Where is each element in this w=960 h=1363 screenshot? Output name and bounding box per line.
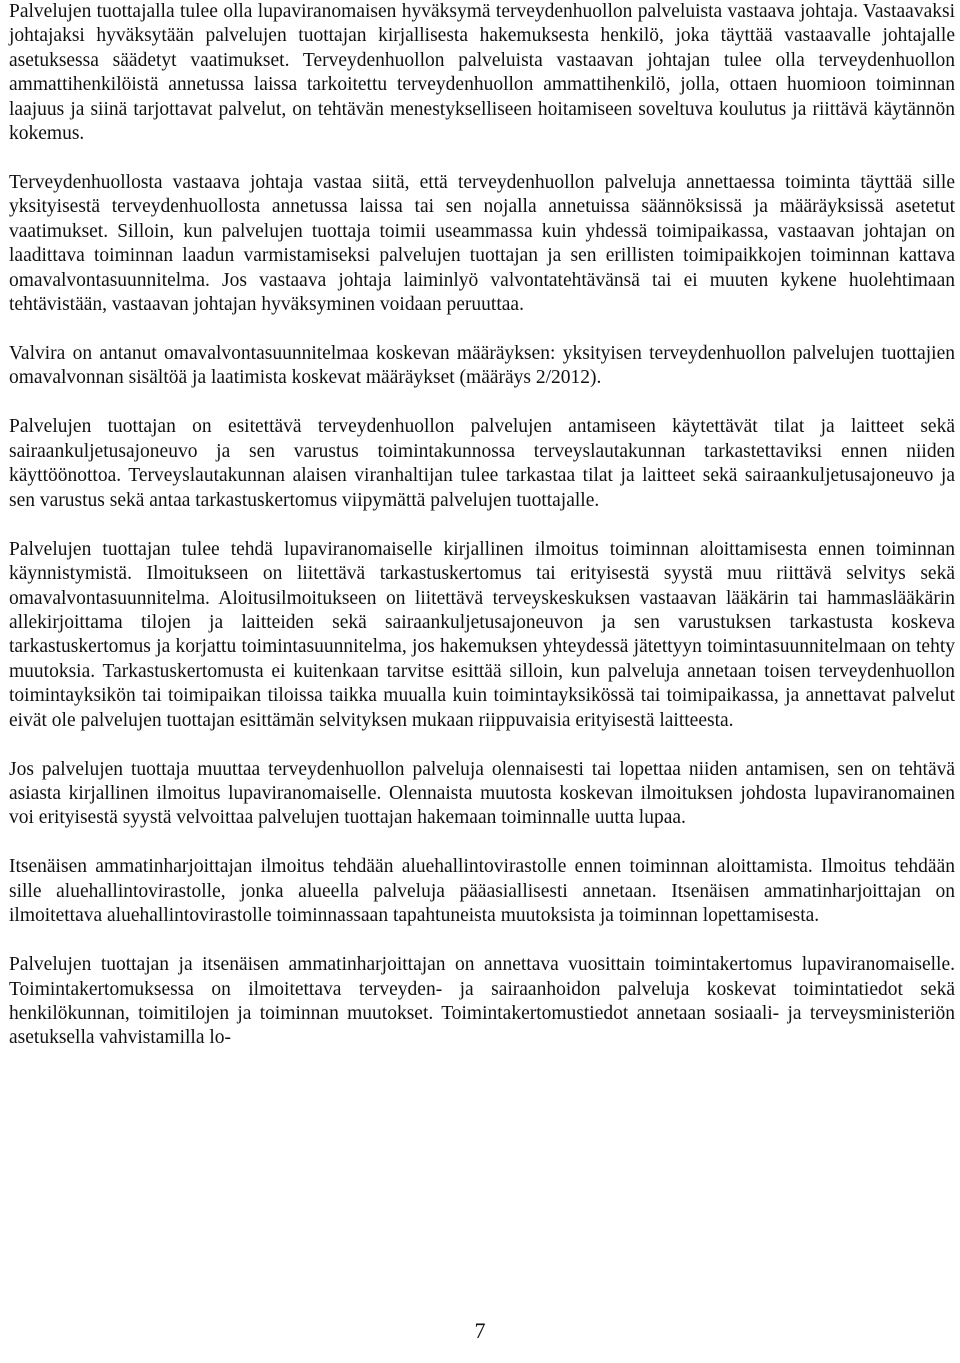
paragraph-responsible-director: Palvelujen tuottajalla tulee olla lupaviranomaisen hyväksymä terveydenhuollon palveluista vastaava johtaja. Vastaavaksi johtajaksi hyväksytään palvelujen tuottajan kirjallisesta hakemuksesta henkilö, joka täyttää vastaavalle johtajalle asetuksessa säädetyt vaatimukset. Terveydenhuollon palveluista vastaavan johtajan tulee olla terveydenhuollon ammattihenkilöistä annetussa laissa tarkoitettu terveydenhuollon ammattihenkilö, jolla, ottaen huomioon toiminnan laajuus ja siinä tarjottavat palvelut, on tehtävän menestykselliseen hoitamiseen soveltuva koulutus ja riittävä käytännön kokemus. bbox=[9, 1, 955, 145]
paragraph-valvira-regulation: Valvira on antanut omavalvontasuunnitelmaa koskevan määräyksen: yksityisen terveydenhuollon palvelujen tuottajien omavalvonnan sisältöä ja laatimista koskevat määräykset (määräys 2/2012). bbox=[9, 343, 955, 389]
paragraph-independent-practitioner: Itsenäisen ammatinharjoittajan ilmoitus tehdään aluehallintovirastolle ennen toiminnan aloittamista. Ilmoitus tehdään sille aluehallintovirastolle, jonka alueella palveluja pääasiallisesti annetaan. Itsenäisen ammatinharjoittajan on ilmoitettava aluehallintovirastolle toiminnassaan tapahtuneista muutoksista ja toiminnan lopettamisesta. bbox=[9, 856, 955, 927]
paragraph-director-duties: Terveydenhuollosta vastaava johtaja vastaa siitä, että terveydenhuollon palveluja annettaessa toiminta täyttää sille yksityisestä terveydenhuollosta annetussa laissa tai sen nojalla annetuissa säännöksissä ja määräyksissä asetetut vaatimukset. Silloin, kun palvelujen tuottaja toimii useammassa kuin yhdessä toimipaikassa, vastaavan johtajan on laadittava toiminnan laadun varmistamiseksi palvelujen tuottajan ja sen erillisten toimipaikkojen toiminnan kattava omavalvontasuunnitelma. Jos vastaava johtaja laiminlyö valvontatehtävänsä tai ei muuten kykene huolehtimaan tehtävistään, vastaavan johtajan hyväksyminen voidaan peruuttaa. bbox=[9, 172, 955, 316]
document-body bbox=[9, 0, 955, 1075]
paragraph-start-notification: Palvelujen tuottajan tulee tehdä lupaviranomaiselle kirjallinen ilmoitus toiminnan aloittamisesta ennen toiminnan käynnistymistä. Ilmoitukseen on liitettävä tarkastuskertomus tai erityisestä syystä muu riittävä selvitys sekä omavalvontasuunnitelma. Aloitusilmoitukseen on liitettävä terveyskeskuksen vastaavan lääkärin tai hammaslääkärin allekirjoittama tilojen ja laitteiden sekä sairaankuljetusajoneuvon ja sen varustuksen tarkastusta koskeva tarkastuskertomus ja korjattu toimintasuunnitelma, jos hakemuksen yhteydessä jätettyyn toimintasuunnitelmaan on tehty muutoksia. Tarkastuskertomusta ei kuitenkaan tarvitse esittää silloin, kun palveluja annetaan toisen terveydenhuollon toimintayksikön tai toimipaikan tiloissa taikka muualla kuin toimintayksikössä tai toimipaikassa, ja annettavat palvelut eivät ole palvelujen tuottajan esittämän selvityksen mukaan riippuvaisia erityisestä laitteesta. bbox=[9, 538, 955, 731]
paragraph-changes-notification: Jos palvelujen tuottaja muuttaa terveydenhuollon palveluja olennaisesti tai lopettaa niiden antamisen, sen on tehtävä asiasta kirjallinen ilmoitus lupaviranomaiselle. Olennaista muutosta koskevan ilmoituksen johdosta lupaviranomainen voi erityisestä syystä velvoittaa palvelujen tuottajan hakemaan toiminnalle uutta lupaa. bbox=[9, 758, 955, 829]
page-number: 7 bbox=[474, 1318, 486, 1343]
paragraph-annual-report: Palvelujen tuottajan ja itsenäisen ammatinharjoittajan on annettava vuosittain toimintakertomus lupaviranomaiselle. Toimintakertomuksessa on ilmoitettava terveyden- ja sairaanhoidon palveluja koskevat toimintatiedot sekä henkilökunnan, toimitilojen ja toiminnan muutokset. Toimintakertomustiedot annetaan sosiaali- ja terveysministeriön asetuksella vahvistamilla lo- bbox=[9, 954, 955, 1049]
paragraph-facility-inspection: Palvelujen tuottajan on esitettävä terveydenhuollon palvelujen antamiseen käytettävät tilat ja laitteet sekä sairaankuljetusajoneuvo ja sen varustus toimintakunnossa terveyslautakunnan tarkastettaviksi ennen niiden käyttöönottoa. Terveyslautakunnan alaisen viranhaltijan tulee tarkastaa tilat ja laitteet sekä sairaankuljetusajoneuvo ja sen varustus sekä antaa tarkastuskertomus viipymättä palvelujen tuottajalle. bbox=[9, 416, 955, 511]
